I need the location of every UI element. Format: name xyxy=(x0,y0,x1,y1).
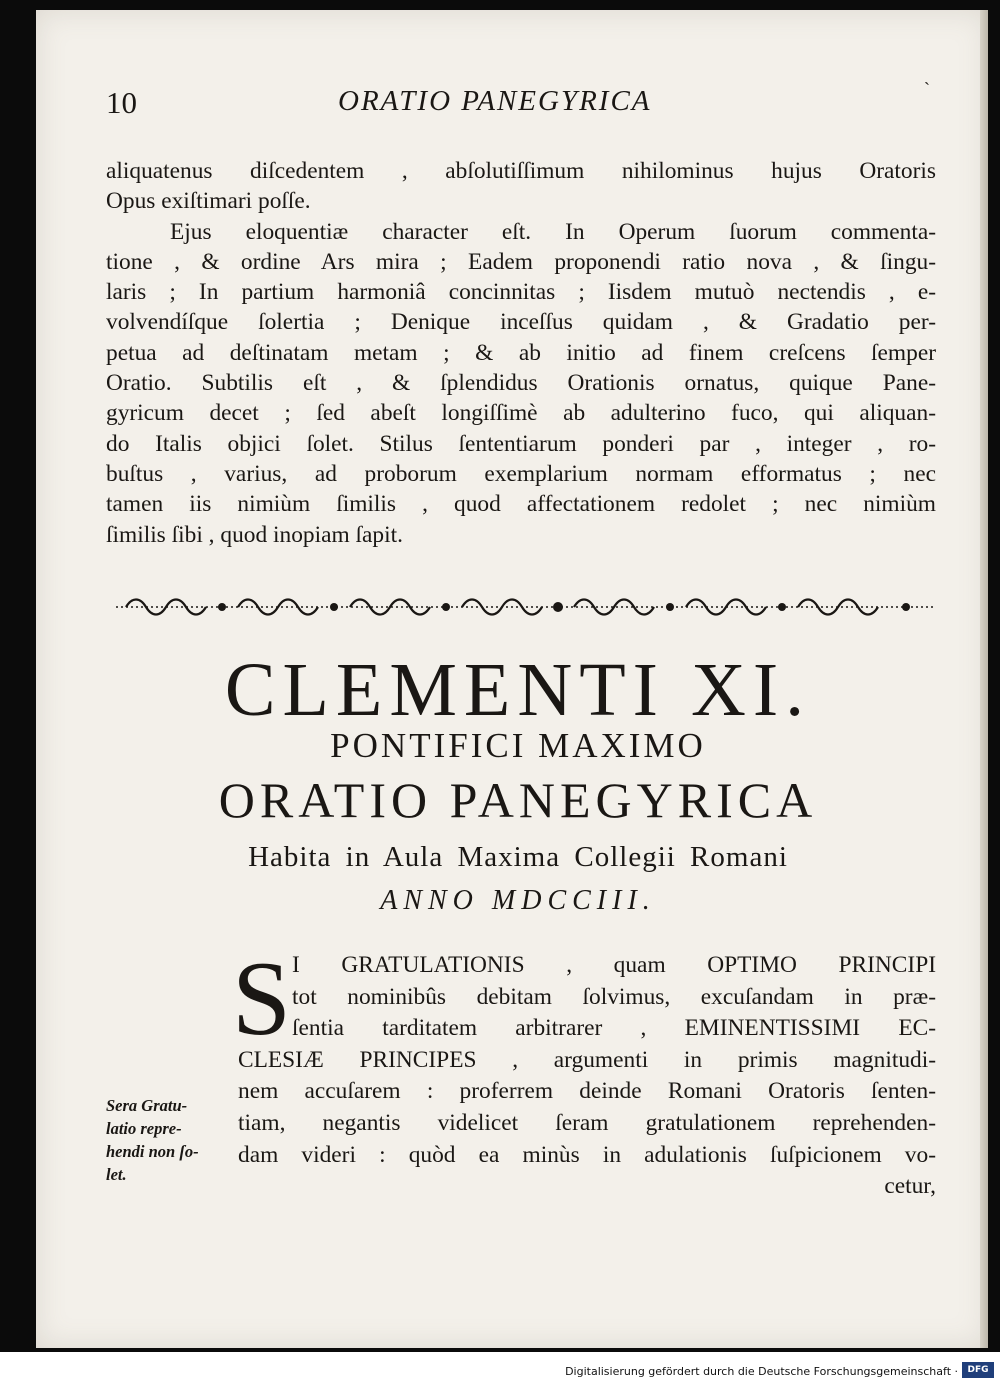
dfg-logo-icon: DFG xyxy=(962,1362,994,1378)
text-line: ſimilis ſibi , quod inopiam ſapit. xyxy=(106,521,403,548)
text-line: aliquatenus diſcedentem , abſolutiſſimum nihilominus hujus Oratoris xyxy=(106,158,936,184)
text-line: tot nominibûs debitam ſolvimus, excuſandam in præ- xyxy=(292,983,936,1010)
text-line: cetur, xyxy=(884,1173,936,1200)
text-line: Ejus eloquentiæ character eſt. In Operum ſuorum commenta- xyxy=(170,218,936,245)
ornamental-rule xyxy=(116,592,934,622)
text-line: tiam, negantis videlicet ſeram gratulationem reprehenden- xyxy=(238,1109,936,1136)
text-line: laris ; In partium harmoniâ concinnitas ; Iisdem mutuò nectendis , e- xyxy=(106,279,936,306)
preface-text xyxy=(106,156,936,550)
title-office: PONTIFICI MAXIMO xyxy=(330,726,706,765)
text-line: gyricum decet ; ſed abeſt longiſſimè ab adulterino fuco, qui aliquan- xyxy=(106,400,936,427)
text-line: buſtus , varius, ad proborum exemplarium normam efformatus ; nec xyxy=(106,460,936,487)
title-year: ANNO MDCCIII. xyxy=(380,885,656,916)
text-line: I GRATULATIONIS , quam OPTIMO PRINCIPI xyxy=(292,952,936,978)
oration-text xyxy=(238,950,936,1203)
text-line: do Italis objici ſolet. Stilus ſententiarum ponderi par , integer , ro- xyxy=(106,430,936,457)
text-line: volvendíſque ſolertia ; Denique inceſſus quidam , & Gradatio per- xyxy=(106,309,936,336)
text-line: Oratio. Subtilis eſt , & ſplendidus Orationis ornatus, quique Pane- xyxy=(106,370,936,397)
marginal-note xyxy=(106,1094,236,1186)
text-line: tione , & ordine Ars mira ; Eadem proponendi ratio nova , & ſingu- xyxy=(106,248,936,275)
text-line: dam videri : quòd ea minùs in adulationis ſuſpicionem vo- xyxy=(238,1141,936,1168)
marginal-line: let. xyxy=(106,1165,127,1184)
text-line: petua ad deſtinatam metam ; & ab initio ad finem creſcens ſemper xyxy=(106,339,936,366)
running-title: ORATIO PANEGYRICA xyxy=(338,85,652,117)
text-line: ſentia tarditatem arbitrarer , EMINENTISSIMI EC- xyxy=(292,1015,936,1042)
marginal-line: hendi non ſo- xyxy=(106,1142,199,1161)
funding-credit: Digitalisierung gefördert durch die Deutsche Forschungsgemeinschaft · xyxy=(565,1365,958,1378)
drop-cap: S xyxy=(232,940,291,1057)
title-venue: Habita in Aula Maxima Collegii Romani xyxy=(248,841,788,873)
title-dedicatee: CLEMENTI XI. xyxy=(224,648,812,732)
page-edge xyxy=(980,10,988,1348)
running-head xyxy=(106,79,936,125)
text-line: Opus exiſtimari poſſe. xyxy=(106,188,311,215)
marginal-line: latio repre- xyxy=(106,1119,182,1138)
page-number: 10 xyxy=(106,85,137,120)
title-main: ORATIO PANEGYRICA xyxy=(218,772,818,828)
text-line: CLESIÆ PRINCIPES , argumenti in primis magnitudi- xyxy=(238,1046,936,1073)
text-line: tamen iis nimiùm ſimilis , quod affectationem redolet ; nec nimiùm xyxy=(106,491,936,518)
marginal-line: Sera Gratu- xyxy=(106,1096,188,1115)
printer-mark: ` xyxy=(924,79,930,99)
text-line: nem accuſarem : proferrem deinde Romani Oratoris ſenten- xyxy=(238,1078,936,1105)
